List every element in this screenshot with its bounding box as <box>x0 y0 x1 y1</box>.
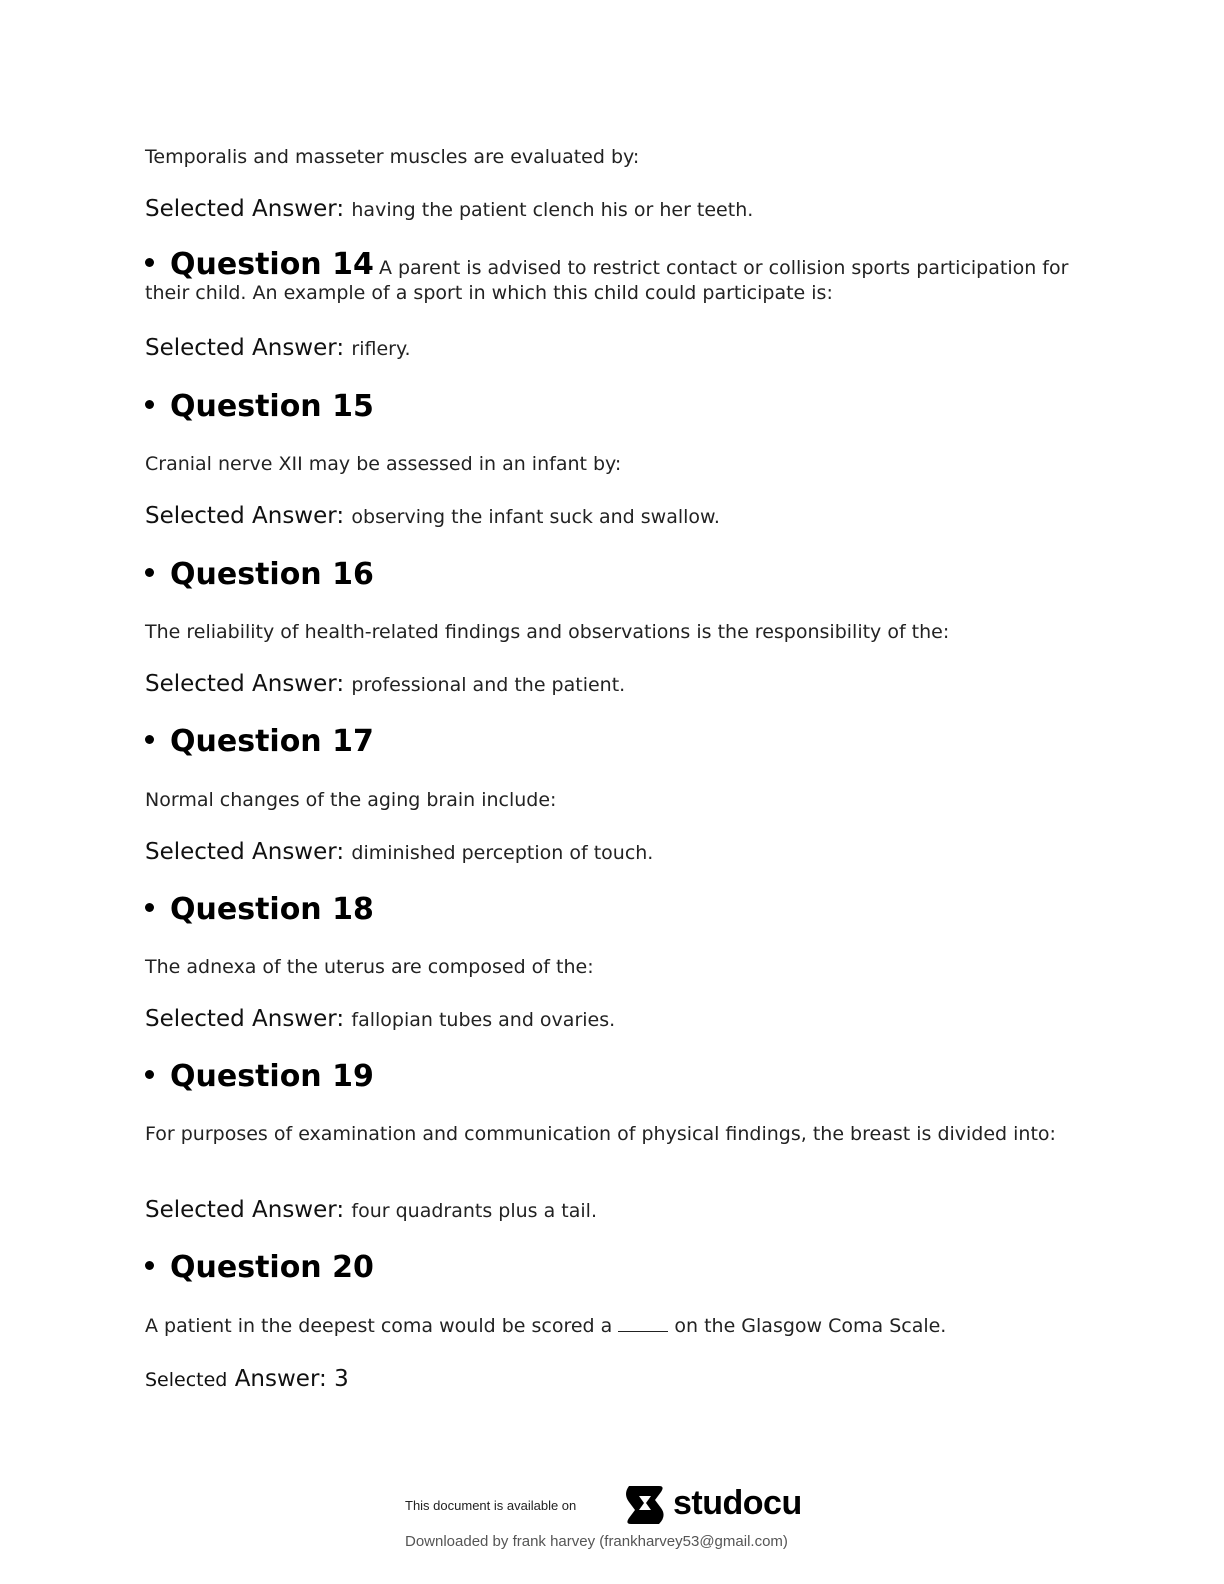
question-20-text-before: A patient in the deepest coma would be scored a <box>145 1315 613 1337</box>
question-13-text: Temporalis and masseter muscles are evaluated by: <box>145 146 640 168</box>
question-17-heading: Question 17 <box>145 724 374 759</box>
question-15-answer-line <box>145 503 720 529</box>
selected-answer-value: riflery. <box>351 338 411 360</box>
selected-label-small: Selected <box>145 1369 228 1391</box>
bullet-icon <box>145 400 154 409</box>
question-20-text <box>145 1315 946 1337</box>
question-15-heading: Question 15 <box>145 389 374 424</box>
selected-answer-label: Selected Answer: <box>145 503 345 529</box>
question-19-answer-line <box>145 1197 597 1223</box>
selected-answer-value: fallopian tubes and ovaries. <box>351 1009 616 1031</box>
question-19-heading: Question 19 <box>145 1059 374 1094</box>
selected-answer-label: Selected Answer: <box>145 1197 345 1223</box>
bullet-icon <box>145 903 154 912</box>
question-18-heading: Question 18 <box>145 892 374 927</box>
studocu-logo-icon <box>621 1482 669 1528</box>
question-14-text: A parent is advised to restrict contact or collision sports participation for their child. An example of a sport in which this child could participate is: <box>145 257 1069 304</box>
question-20-heading: Question 20 <box>145 1250 374 1285</box>
question-18-answer-line <box>145 1006 615 1032</box>
question-18-text: The adnexa of the uterus are composed of the: <box>145 956 594 978</box>
selected-answer-label: Selected Answer: <box>145 335 345 361</box>
footer-available-text: This document is available on <box>405 1498 577 1513</box>
question-16-text: The reliability of health-related findings and observations is the responsibility of the: <box>145 621 950 643</box>
question-16-answer-line <box>145 671 625 697</box>
question-20-answer-line <box>145 1366 349 1392</box>
selected-answer-value: professional and the patient. <box>351 674 626 696</box>
question-13-answer-line <box>145 196 753 222</box>
selected-answer-value: 3 <box>334 1366 349 1392</box>
studocu-logo-text: studocu <box>673 1484 802 1522</box>
bullet-icon <box>145 258 154 267</box>
question-17-text: Normal changes of the aging brain include: <box>145 789 557 811</box>
bullet-icon <box>145 1070 154 1079</box>
question-19-text: For purposes of examination and communication of physical findings, the breast is divided into: <box>145 1123 1056 1145</box>
bullet-icon <box>145 1261 154 1270</box>
question-17-answer-line <box>145 839 653 865</box>
bullet-icon <box>145 568 154 577</box>
selected-answer-label: Selected Answer: <box>145 1006 345 1032</box>
blank-line <box>618 1317 668 1332</box>
selected-answer-label: Selected Answer: <box>145 839 345 865</box>
selected-answer-label: Selected Answer: <box>145 196 345 222</box>
question-14-answer-line <box>145 335 411 361</box>
selected-answer-label: Selected Answer: <box>145 671 345 697</box>
answer-label: Answer: <box>234 1366 327 1392</box>
footer-downloaded-by: Downloaded by frank harvey (frankharvey53@gmail.com) <box>405 1533 788 1550</box>
bullet-icon <box>145 735 154 744</box>
question-14-heading: Question 14 <box>145 247 374 282</box>
selected-answer-value: having the patient clench his or her teeth. <box>351 199 754 221</box>
question-16-heading: Question 16 <box>145 557 374 592</box>
selected-answer-value: diminished perception of touch. <box>351 842 654 864</box>
question-14-block <box>145 247 1075 306</box>
question-15-text: Cranial nerve XII may be assessed in an infant by: <box>145 453 622 475</box>
selected-answer-value: four quadrants plus a tail. <box>351 1200 597 1222</box>
question-20-text-after: on the Glasgow Coma Scale. <box>674 1315 947 1337</box>
selected-answer-value: observing the infant suck and swallow. <box>351 506 720 528</box>
